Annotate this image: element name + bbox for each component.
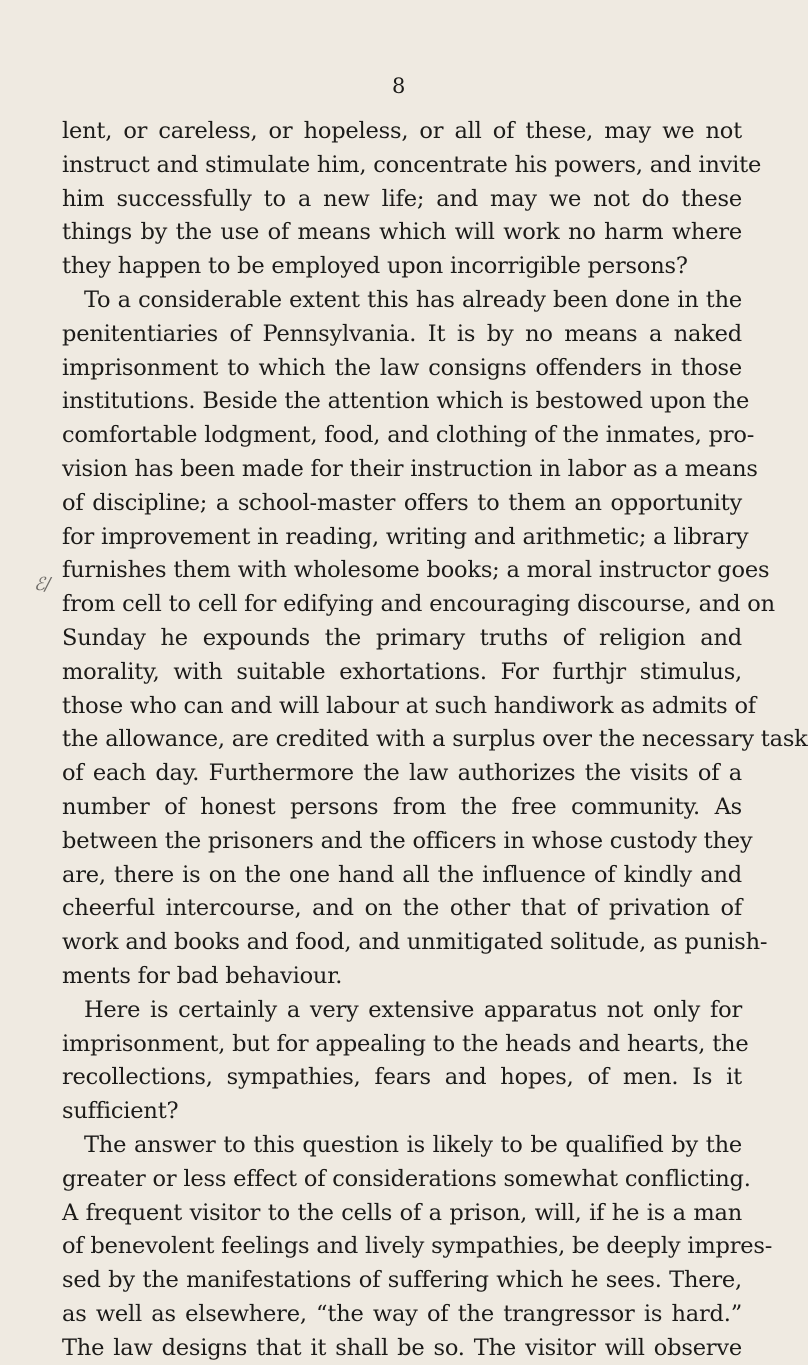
text-line: they happen to be employed upon incorrigible persons? xyxy=(62,253,688,280)
text-line: sed by the manifestations of suffering which he sees. There, xyxy=(62,1267,742,1294)
text-line: The law designs that it shall be so. The visitor will observe xyxy=(62,1334,742,1361)
text-line: him successfully to a new life; and may we not do these xyxy=(62,185,742,212)
text-line: of each day. Furthermore the law authorizes the visits of a xyxy=(62,760,742,787)
text-line: cheerful intercourse, and on the other that of privation of xyxy=(62,895,742,922)
text-line: those who can and will labour at such handiwork as admits of xyxy=(62,692,756,719)
text-line: work and books and food, and unmitigated solitude, as punish- xyxy=(62,929,768,956)
text-line: greater or less effect of considerations somewhat conflicting. xyxy=(62,1165,751,1192)
text-line: morality, with suitable exhortations. For furthјr stimulus, xyxy=(62,658,742,685)
text-line: from cell to cell for edifying and encouraging discourse, and on xyxy=(62,591,775,618)
text-line: penitentiaries of Pennsylvania. It is by no means a naked xyxy=(62,320,742,347)
text-line: imprisonment to which the law consigns offenders in those xyxy=(62,354,742,381)
text-line: of discipline; a school-master offers to them an opportunity xyxy=(62,489,742,516)
text-line: as well as elsewhere, “the way of the trangressor is hard.” xyxy=(62,1300,742,1327)
text-line: sufficient? xyxy=(62,1098,179,1125)
text-line: instruct and stimulate him, concentrate his powers, and invite xyxy=(62,151,762,178)
text-line: A frequent visitor to the cells of a prison, will, if he is a man xyxy=(62,1199,742,1226)
body-text xyxy=(62,115,808,1365)
text-line: recollections, sympathies, fears and hopes, of men. Is it xyxy=(62,1064,742,1091)
text-line: imprisonment, but for appealing to the heads and hearts, the xyxy=(62,1030,749,1057)
text-line: between the prisoners and the officers in whose custody they xyxy=(62,827,753,854)
text-line: things by the use of means which will work no harm where xyxy=(62,219,742,246)
text-line: the allowance, are credited with a surplus over the necessary task xyxy=(62,726,808,753)
text-line: furnishes them with wholesome books; a moral instructor goes xyxy=(62,557,770,584)
text-line: comfortable lodgment, food, and clothing of the inmates, pro- xyxy=(62,422,755,449)
margin-annotation: ℰ/ xyxy=(34,574,51,595)
text-line: lent, or careless, or hopeless, or all of these, may we not xyxy=(62,118,742,144)
text-line: Sunday he expounds the primary truths of religion and xyxy=(62,624,742,651)
text-line: are, there is on the one hand all the influence of kindly and xyxy=(62,861,742,888)
page-number: 8 xyxy=(392,74,406,98)
text-line: for improvement in reading, writing and arithmetic; a library xyxy=(62,523,749,550)
text-line: number of honest persons from the free community. As xyxy=(62,793,742,820)
text-line: vision has been made for their instruction in labor as a means xyxy=(62,455,758,482)
text-line: institutions. Beside the attention which is bestowed upon the xyxy=(62,388,750,415)
text-line: ments for bad behaviour. xyxy=(62,962,343,989)
text-line: The answer to this question is likely to be qualified by the xyxy=(84,1131,742,1158)
text-line: Here is certainly a very extensive apparatus not only for xyxy=(84,996,742,1023)
text-line: of benevolent feelings and lively sympathies, be deeply impres- xyxy=(62,1233,773,1260)
text-line: To a considerable extent this has already been done in the xyxy=(84,286,742,313)
